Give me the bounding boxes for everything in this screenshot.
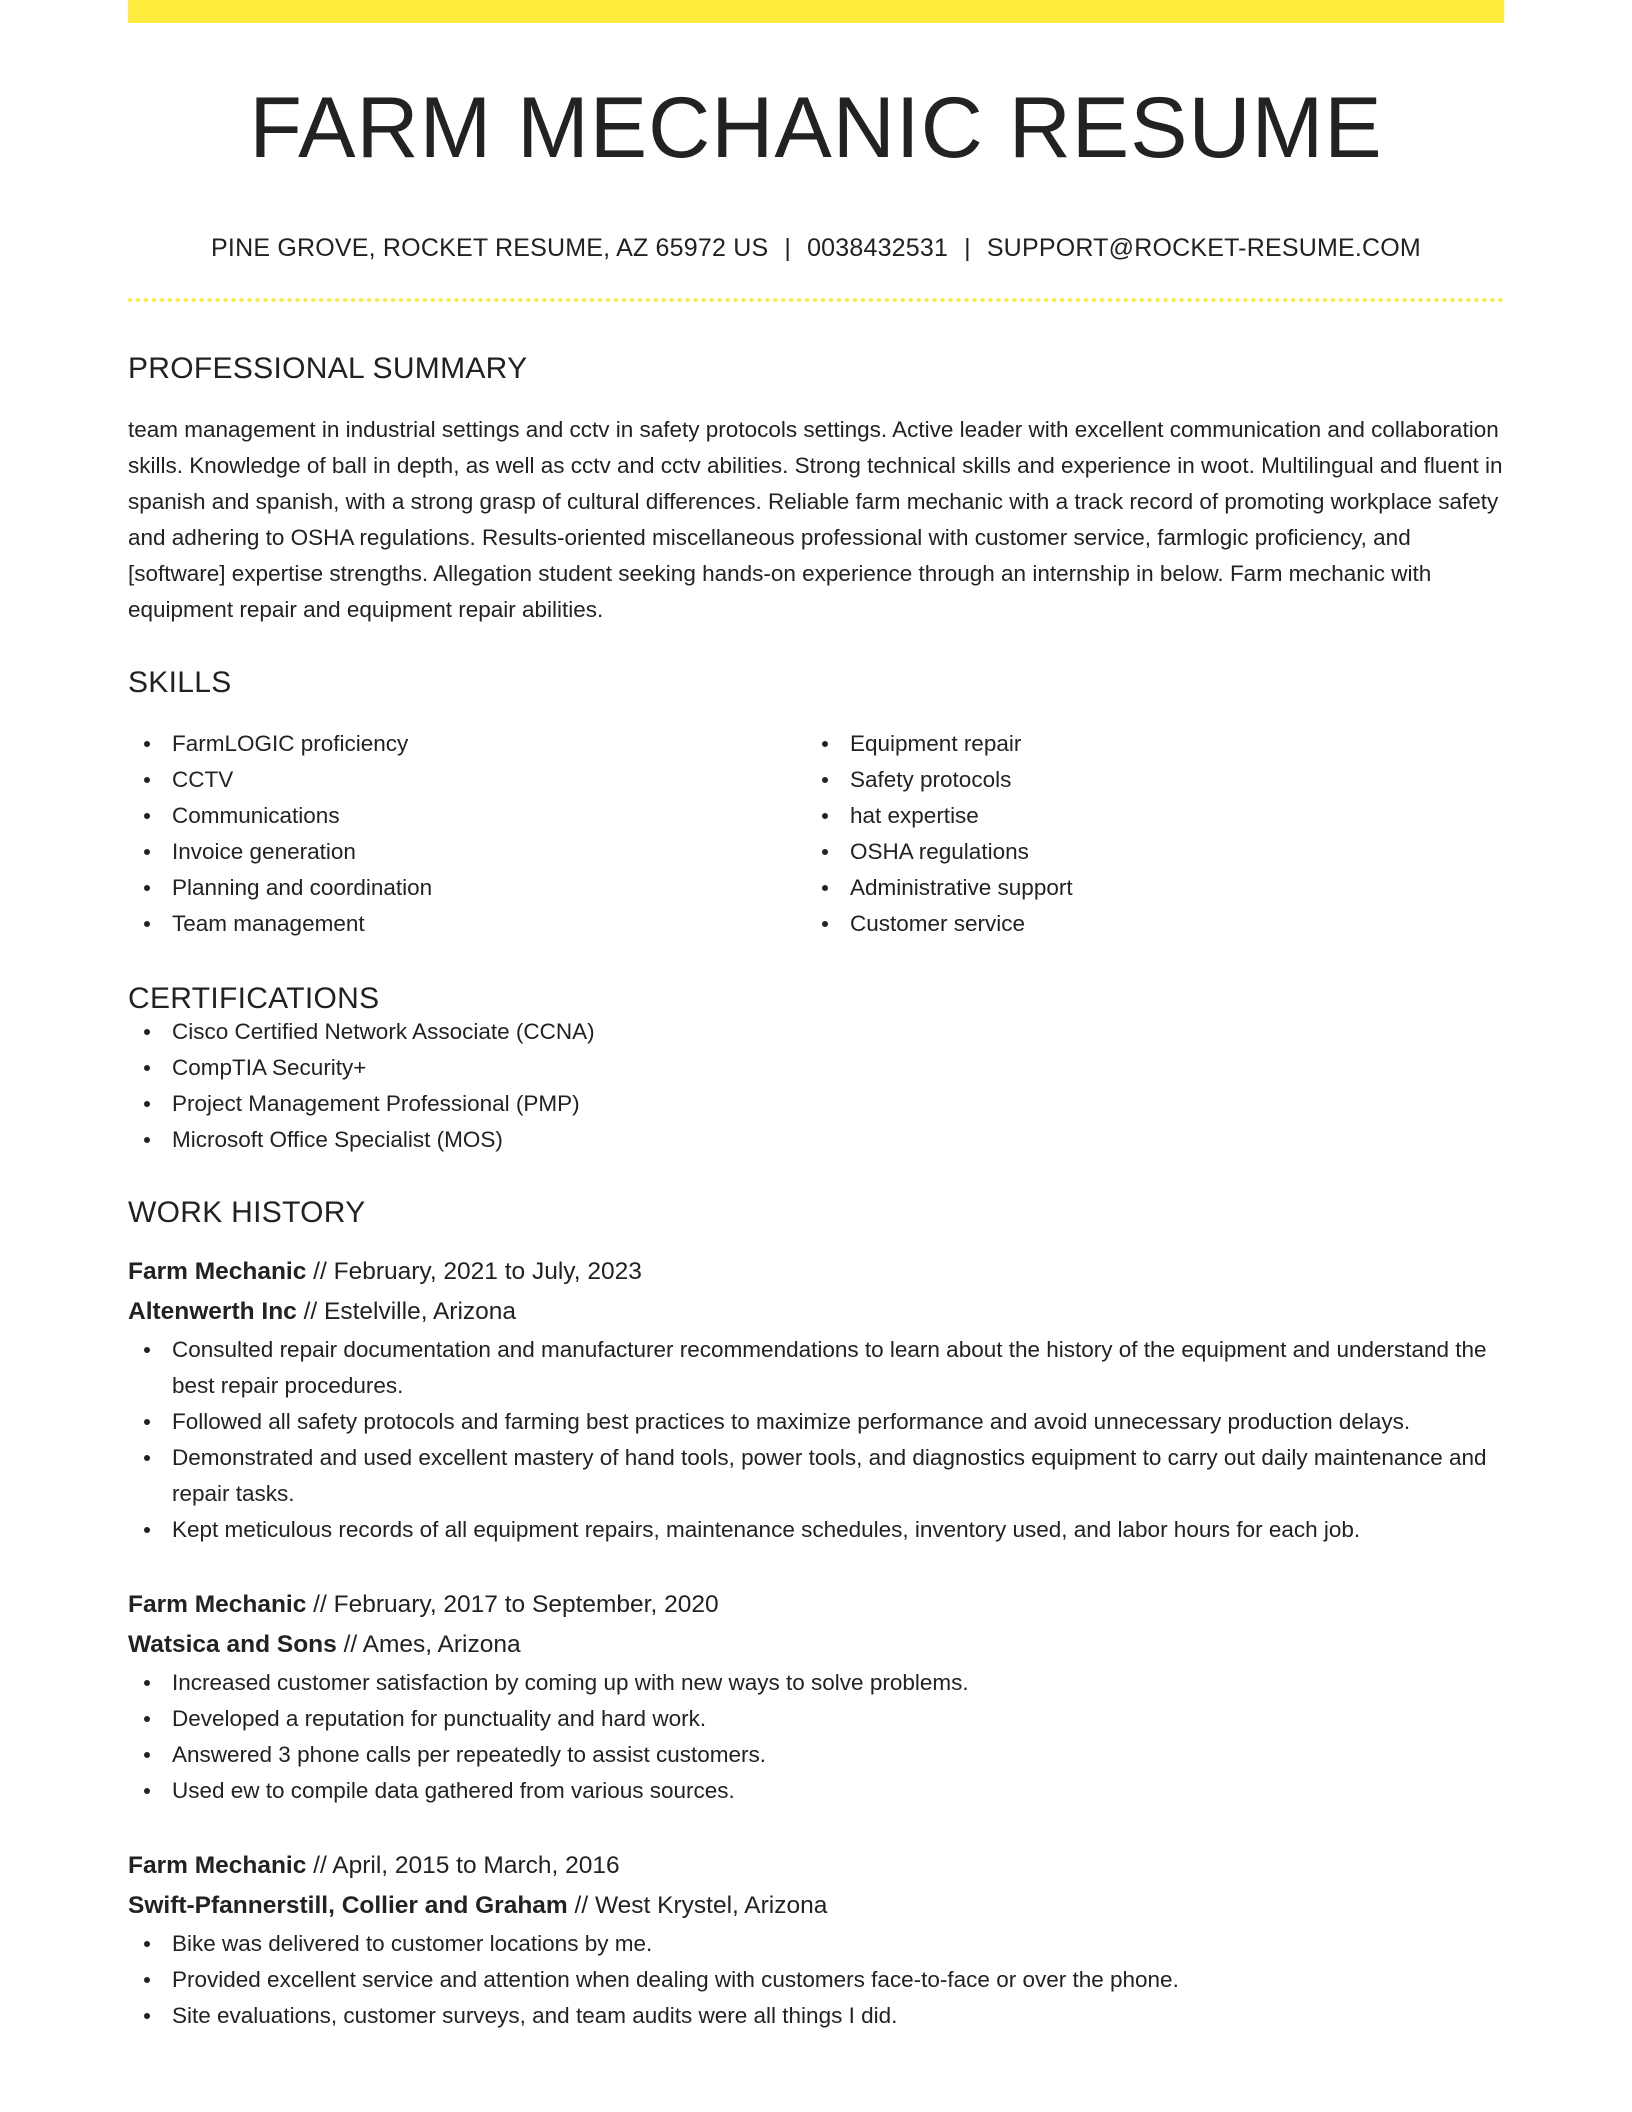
skill-item: Equipment repair (806, 726, 1484, 762)
job-bullet: Used ew to compile data gathered from various sources. (128, 1773, 1504, 1809)
job-bullets (128, 1926, 1504, 2034)
job-dates: // April, 2015 to March, 2016 (306, 1852, 620, 1879)
contact-address: PINE GROVE, ROCKET RESUME, AZ 65972 US (211, 234, 769, 262)
job-bullet: Increased customer satisfaction by coming up with new ways to solve problems. (128, 1665, 1504, 1701)
skills-column-left (128, 726, 806, 942)
certification-item: CompTIA Security+ (128, 1050, 1504, 1086)
contact-email: SUPPORT@ROCKET-RESUME.COM (986, 234, 1421, 262)
job-bullet: Developed a reputation for punctuality and hard work. (128, 1701, 1504, 1737)
job-location: // Ames, Arizona (336, 1631, 521, 1658)
job-entry (128, 1585, 1504, 1809)
skill-item: hat expertise (806, 798, 1484, 834)
job-bullet: Demonstrated and used excellent mastery of hand tools, power tools, and diagnostics equipment to carry out daily maintenance and repair tasks. (128, 1440, 1504, 1512)
job-company-line (128, 1625, 1504, 1665)
job-bullets (128, 1665, 1504, 1809)
certifications-heading: CERTIFICATIONS (128, 982, 380, 1015)
skill-item: OSHA regulations (806, 834, 1484, 870)
job-bullet: Bike was delivered to customer locations by me. (128, 1926, 1504, 1962)
certification-item: Cisco Certified Network Associate (CCNA) (128, 1014, 1504, 1050)
job-company-line (128, 1886, 1504, 1926)
skill-item: Communications (128, 798, 806, 834)
top-accent-bar (128, 0, 1504, 23)
skill-item: FarmLOGIC proficiency (128, 726, 806, 762)
job-company: Watsica and Sons (128, 1631, 337, 1658)
job-location: // Estelville, Arizona (296, 1298, 517, 1325)
contact-separator: | (784, 234, 792, 262)
contact-line (128, 236, 1504, 261)
job-title: Farm Mechanic (128, 1852, 307, 1879)
resume-page (128, 0, 1504, 2034)
header-divider (128, 298, 1504, 302)
skill-item: Customer service (806, 906, 1484, 942)
job-dates: // February, 2021 to July, 2023 (306, 1258, 642, 1285)
job-bullet: Provided excellent service and attention when dealing with customers face-to-face or over the phone. (128, 1962, 1504, 1998)
job-title: Farm Mechanic (128, 1258, 307, 1285)
skill-item: Team management (128, 906, 806, 942)
skills-heading: SKILLS (128, 666, 232, 699)
job-bullet: Consulted repair documentation and manufacturer recommendations to learn about the history of the equipment and understand the best repair procedures. (128, 1332, 1504, 1404)
job-entry (128, 1252, 1504, 1548)
work-history-heading: WORK HISTORY (128, 1196, 366, 1229)
skill-item: Administrative support (806, 870, 1484, 906)
resume-title: FARM MECHANIC RESUME (249, 80, 1383, 176)
skill-item: Planning and coordination (128, 870, 806, 906)
skill-item: Safety protocols (806, 762, 1484, 798)
job-bullet: Kept meticulous records of all equipment repairs, maintenance schedules, inventory used, and labor hours for each job. (128, 1512, 1504, 1548)
contact-separator: | (964, 234, 971, 262)
job-bullet: Site evaluations, customer surveys, and team audits were all things I did. (128, 1998, 1504, 2034)
summary-heading: PROFESSIONAL SUMMARY (128, 352, 528, 385)
certification-item: Project Management Professional (PMP) (128, 1086, 1504, 1122)
job-company: Altenwerth Inc (128, 1298, 297, 1325)
skills-grid (128, 726, 1504, 942)
summary-text: team management in industrial settings and cctv in safety protocols settings. Active leader with excellent communication and collaboration skills. Knowledge of ball in depth, as well as cctv and cctv abilities. Strong technical skills and experience in woot. Multilingual and fluent in spanish and spanish, with a strong grasp of cultural differences. Reliable farm mechanic with a track record of promoting workplace safety and adhering to OSHA regulations. Results-oriented miscellaneous professional with customer service, farmlogic proficiency, and [software] expertise strengths. Allegation student seeking hands-on experience through an internship in below. Farm mechanic with equipment repair and equipment repair abilities. (128, 417, 1503, 622)
job-company-line (128, 1292, 1504, 1332)
skill-item: CCTV (128, 762, 806, 798)
job-dates: // February, 2017 to September, 2020 (306, 1591, 719, 1618)
job-bullet: Answered 3 phone calls per repeatedly to assist customers. (128, 1737, 1504, 1773)
skill-item: Invoice generation (128, 834, 806, 870)
job-title: Farm Mechanic (128, 1591, 307, 1618)
contact-phone: 0038432531 (807, 234, 949, 262)
job-title-line (128, 1585, 1504, 1625)
job-company: Swift-Pfannerstill, Collier and Graham (128, 1892, 568, 1919)
certification-item: Microsoft Office Specialist (MOS) (128, 1122, 1504, 1158)
job-entry (128, 1846, 1504, 2034)
job-title-line (128, 1846, 1504, 1886)
job-title-line (128, 1252, 1504, 1292)
job-bullets (128, 1332, 1504, 1548)
certifications-list (128, 1014, 1504, 1158)
job-location: // West Krystel, Arizona (567, 1892, 828, 1919)
skills-column-right (806, 726, 1484, 942)
job-bullet: Followed all safety protocols and farming best practices to maximize performance and avoid unnecessary production delays. (128, 1404, 1504, 1440)
